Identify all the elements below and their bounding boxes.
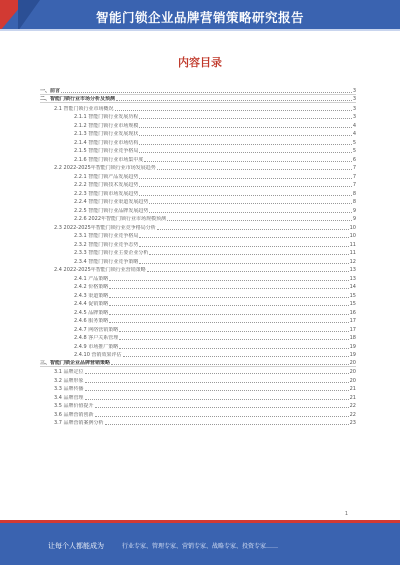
toc-entry-page: 22 (349, 403, 356, 409)
toc-entry[interactable] (40, 273, 356, 282)
toc-entry[interactable] (40, 333, 356, 342)
toc-leader-dots (139, 178, 351, 179)
toc-entry-page: 3 (352, 96, 356, 102)
toc-entry-page: 18 (349, 335, 356, 341)
toc-entry[interactable] (40, 129, 356, 138)
toc-entry-title: 一、前言 (40, 87, 61, 94)
toc-entry[interactable] (40, 154, 356, 163)
toc-entry-page: 22 (349, 411, 356, 418)
toc-entry[interactable] (40, 163, 356, 172)
toc-entry[interactable] (40, 392, 356, 401)
toc-entry-title: 2.4.6 服务策略 (74, 318, 109, 324)
toc-entry-page: 20 (349, 369, 356, 375)
toc-entry-page: 3 (352, 105, 356, 112)
toc-leader-dots (85, 399, 349, 400)
toc-entry-page: 15 (349, 301, 356, 307)
toc-entry[interactable] (40, 265, 356, 274)
toc-leader-dots (149, 254, 348, 255)
toc-entry[interactable] (40, 197, 356, 206)
toc-entry[interactable] (40, 358, 356, 367)
toc-leader-dots (149, 212, 351, 213)
report-title: 智能门锁企业品牌营销策略研究报告 (95, 10, 304, 25)
toc-leader-dots (85, 390, 349, 391)
toc-leader-dots (95, 407, 349, 408)
toc-entry[interactable] (40, 95, 356, 104)
toc-entry[interactable] (40, 341, 356, 350)
toc-entry-page: 20 (349, 359, 356, 366)
footer-slogan: 让每个人都能成为 (48, 542, 104, 550)
header-divider (0, 29, 400, 31)
toc-entry-title: 2.4.9 市场推广策略 (74, 343, 119, 350)
toc-leader-dots (167, 220, 352, 221)
toc-entry-title: 2.2.3 智能门锁市场发展趋势 (74, 190, 139, 197)
toc-leader-dots (109, 305, 348, 306)
toc-entry-page: 10 (349, 224, 356, 231)
toc-entry-page: 5 (352, 139, 356, 146)
toc-entry-page: 10 (349, 233, 356, 239)
toc-entry[interactable] (40, 231, 356, 240)
toc-leader-dots (149, 203, 351, 204)
toc-entry-page: 23 (349, 420, 356, 426)
toc-leader-dots (61, 92, 352, 93)
toc-entry[interactable] (40, 188, 356, 197)
toc-entry-title: 2.1 智能门锁行业市场概况 (54, 105, 114, 112)
toc-leader-dots (119, 339, 348, 340)
table-of-contents (40, 86, 356, 426)
toc-entry-title: 二、智能门锁行业市场分析及预测 (40, 96, 116, 102)
toc-entry-title: 2.2.4 智能门锁行业渠道发展趋势 (74, 199, 149, 205)
toc-entry-title: 2.4 2022-2025年智能门锁行业营销策略 (54, 267, 146, 273)
toc-entry-page: 4 (352, 131, 356, 137)
toc-entry[interactable] (40, 112, 356, 121)
toc-entry-page: 3 (352, 87, 356, 94)
toc-leader-dots (115, 110, 352, 111)
toc-entry-page: 7 (352, 182, 356, 188)
toc-entry[interactable] (40, 248, 356, 257)
toc-leader-dots (109, 297, 348, 298)
toc-entry-page: 21 (349, 394, 356, 401)
toc-entry-title: 2.4.7 网络营销策略 (74, 326, 119, 333)
toc-entry[interactable] (40, 239, 356, 248)
toc-heading: 内容目录 (178, 56, 222, 69)
toc-entry-title: 2.2.5 智能门锁行业品牌发展趋势 (74, 207, 149, 214)
toc-entry-page: 9 (352, 207, 356, 214)
toc-entry[interactable] (40, 299, 356, 308)
toc-entry-title: 2.3.1 智能门锁行业竞争格局 (74, 233, 139, 239)
toc-leader-dots (139, 118, 351, 119)
toc-entry[interactable] (40, 86, 356, 95)
toc-entry-title: 2.4.10 营销效果评估 (74, 352, 122, 358)
toc-entry-title: 3.3 品牌传播 (54, 386, 84, 392)
toc-entry-title: 2.1.5 智能门锁行业竞争格局 (74, 148, 139, 154)
toc-entry-title: 2.1.3 智能门锁行业发展现状 (74, 131, 139, 137)
toc-leader-dots (111, 364, 349, 365)
toc-entry-title: 2.1.1 智能门锁行业发展历程 (74, 114, 139, 120)
toc-entry[interactable] (40, 214, 356, 223)
toc-entry-page: 7 (352, 173, 356, 180)
toc-leader-dots (139, 152, 351, 153)
toc-entry[interactable] (40, 307, 356, 316)
toc-entry[interactable] (40, 137, 356, 146)
report-footer (0, 520, 400, 565)
toc-leader-dots (144, 161, 351, 162)
toc-entry-page: 14 (349, 284, 356, 290)
toc-entry-page: 6 (352, 156, 356, 163)
toc-leader-dots (139, 195, 351, 196)
toc-entry[interactable] (40, 103, 356, 112)
toc-entry-title: 2.1.2 智能门锁行业市场规模 (74, 122, 139, 129)
toc-entry-title: 2.2.6 2022年智能门锁行业市场规模预测 (74, 216, 167, 222)
toc-entry-page: 20 (349, 377, 356, 384)
toc-leader-dots (139, 144, 351, 145)
toc-entry[interactable] (40, 171, 356, 180)
report-header (0, 0, 400, 31)
toc-entry-page: 17 (349, 318, 356, 324)
toc-entry-title: 2.4.8 客户关系管理 (74, 335, 119, 341)
toc-entry[interactable] (40, 375, 356, 384)
toc-leader-dots (95, 416, 349, 417)
toc-entry-page: 21 (349, 386, 356, 392)
toc-entry-title: 2.3.2 智能门锁行业竞争态势 (74, 241, 139, 248)
toc-leader-dots (85, 382, 349, 383)
toc-entry[interactable] (40, 256, 356, 265)
footer-tags: 行业专家、管理专家、营销专家、战略专家、投资专家…… (122, 543, 279, 550)
toc-entry-title: 3.4 品牌管理 (54, 394, 84, 401)
toc-entry-title: 2.1.6 智能门锁行业市场集中度 (74, 156, 144, 163)
toc-entry-title: 2.2 2022-2025年智能门锁行业市场发展趋势 (54, 165, 156, 171)
toc-entry-page: 7 (352, 165, 356, 171)
toc-entry-title: 3.6 品牌营销创新 (54, 411, 94, 418)
toc-leader-dots (119, 331, 348, 332)
toc-leader-dots (139, 135, 351, 136)
toc-entry[interactable] (40, 384, 356, 393)
toc-entry-title: 2.4.5 品牌策略 (74, 309, 109, 316)
toc-entry-page: 17 (349, 326, 356, 333)
toc-entry[interactable] (40, 120, 356, 129)
toc-leader-dots (109, 314, 348, 315)
toc-entry[interactable] (40, 409, 356, 418)
toc-entry[interactable] (40, 401, 356, 410)
toc-entry-title: 3.7 品牌营销案例分析 (54, 420, 104, 426)
toc-entry-title: 3.1 品牌定位 (54, 369, 84, 375)
toc-leader-dots (119, 348, 348, 349)
toc-leader-dots (109, 322, 348, 323)
toc-leader-dots (109, 288, 348, 289)
toc-entry[interactable] (40, 316, 356, 325)
toc-entry-title: 2.4.3 渠道策略 (74, 292, 109, 299)
toc-entry[interactable] (40, 146, 356, 155)
toc-entry-page: 13 (349, 275, 356, 282)
toc-entry[interactable] (40, 282, 356, 291)
toc-entry-page: 19 (349, 352, 356, 358)
toc-entry-title: 三、智能门锁企业品牌营销策略 (40, 359, 111, 366)
toc-entry[interactable] (40, 350, 356, 359)
toc-leader-dots (139, 127, 351, 128)
toc-entry-page: 12 (349, 258, 356, 265)
toc-entry-page: 5 (352, 148, 356, 154)
toc-entry[interactable] (40, 205, 356, 214)
toc-entry-title: 2.4.1 产品策略 (74, 275, 109, 282)
toc-leader-dots (139, 246, 348, 247)
toc-entry[interactable] (40, 290, 356, 299)
toc-entry[interactable] (40, 418, 356, 427)
toc-leader-dots (147, 271, 349, 272)
toc-entry-page: 13 (349, 267, 356, 273)
footer-accent-bar (0, 520, 400, 523)
toc-entry-title: 2.3.4 智能门锁行业竞争策略 (74, 258, 139, 265)
toc-entry[interactable] (40, 180, 356, 189)
toc-entry-page: 11 (349, 250, 356, 256)
toc-entry-page: 19 (349, 343, 356, 350)
page-number: 1 (344, 511, 348, 517)
toc-entry-title: 2.4.4 促销策略 (74, 301, 109, 307)
toc-leader-dots (139, 263, 348, 264)
toc-entry-title: 2.3 2022-2025年智能门锁行业竞争格局分析 (54, 224, 156, 231)
toc-leader-dots (109, 280, 348, 281)
toc-leader-dots (139, 237, 348, 238)
toc-entry[interactable] (40, 367, 356, 376)
toc-leader-dots (105, 424, 349, 425)
toc-entry-title: 2.3.3 智能门锁行业主要企业分析 (74, 250, 149, 256)
toc-leader-dots (157, 169, 352, 170)
toc-entry-title: 2.4.2 价格策略 (74, 284, 109, 290)
toc-leader-dots (85, 373, 349, 374)
toc-entry-page: 11 (349, 241, 356, 248)
toc-entry-page: 8 (352, 199, 356, 205)
toc-entry-page: 3 (352, 114, 356, 120)
toc-entry-page: 9 (352, 216, 356, 222)
toc-entry-title: 3.2 品牌形象 (54, 377, 84, 384)
toc-entry-page: 15 (349, 292, 356, 299)
toc-entry-page: 8 (352, 190, 356, 197)
toc-entry-page: 16 (349, 309, 356, 316)
toc-leader-dots (139, 186, 351, 187)
toc-entry-title: 2.1.4 智能门锁行业市场结构 (74, 139, 139, 146)
toc-entry-title: 2.2.1 智能门锁产品发展趋势 (74, 173, 139, 180)
toc-entry-title: 2.2.2 智能门锁技术发展趋势 (74, 182, 139, 188)
toc-entry[interactable] (40, 324, 356, 333)
toc-leader-dots (157, 229, 349, 230)
toc-entry[interactable] (40, 222, 356, 231)
toc-entry-page: 4 (352, 122, 356, 129)
toc-leader-dots (116, 100, 352, 101)
toc-leader-dots (123, 356, 349, 357)
toc-entry-title: 3.5 品牌价值提升 (54, 403, 94, 409)
